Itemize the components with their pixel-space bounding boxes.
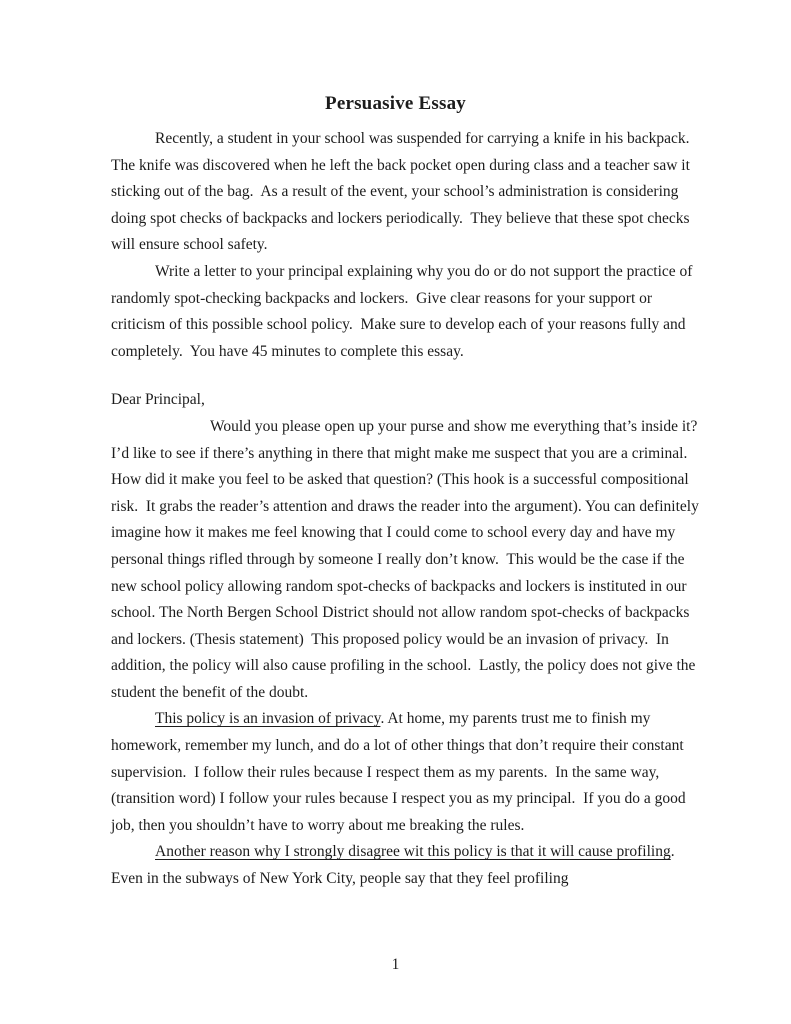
paragraph (111, 414, 703, 707)
paragraph (111, 839, 703, 892)
underlined-text: Another reason why I strongly disagree wit this policy is that it will cause profiling (155, 843, 671, 861)
paragraph (111, 706, 703, 839)
text-run: Write a letter to your principal explaining why you do or do not support the practice of randomly spot-checking backpacks and lockers. Give clear reasons for your support or criticism of this possible school policy. Make sure to develop each of your reasons fully and completely. You have 45 minutes to complete this essay. (111, 262, 697, 360)
text-run: Recently, a student in your school was suspended for carrying a knife in his backpack. The knife was discovered when he left the back pocket open during class and a teacher saw it sticking out of the bag. As a result of the event, your school’s administration is considering doing spot checks of backpacks and lockers periodically. They believe that these spot checks will ensure school safety. (111, 130, 697, 254)
text-run: . At home, my parents trust me to finish my homework, remember my lunch, and do a lot of other things that don’t require their constant supervision. I follow their rules because I respect them as my parents. In the same way, (transition word) I follow your rules because I respect you as my principal. If you do a good job, then you shouldn’t have to worry about me breaking the rules. (111, 710, 690, 834)
text-run: Would you please open up your purse and show me everything that’s inside it? I’d like to see if there’s anything in there that might make me suspect that you are a criminal. How did it make you feel to be asked that question? (This hook is a successful compositional risk. It grabs the reader’s attention and draws the reader into the argument). You can definitely imagine how it makes me feel knowing that I could come to school every day and have my personal things rifled through by someone I really don’t know. This would be the case if the new school policy allowing random spot-checks of backpacks and lockers is instituted in our school. The North Bergen School District should not allow random spot-checks of backpacks and lockers. (Thesis statement) This proposed policy would be an invasion of privacy. In addition, the policy will also cause profiling in the school. Lastly, the policy does not give the student the benefit of the doubt. (111, 417, 703, 701)
letter-body-section (111, 414, 703, 893)
paragraph (111, 259, 703, 365)
underlined-text: This policy is an invasion of privacy (155, 710, 381, 728)
essay-prompt-section (111, 126, 703, 365)
letter-salutation: Dear Principal, (111, 391, 205, 409)
text-run: . Even in the subways of New York City, people say that they feel profiling (111, 843, 683, 888)
document-body (111, 126, 703, 893)
document-title: Persuasive Essay (325, 93, 466, 114)
page-number: 1 (391, 956, 400, 973)
paragraph (111, 126, 703, 259)
